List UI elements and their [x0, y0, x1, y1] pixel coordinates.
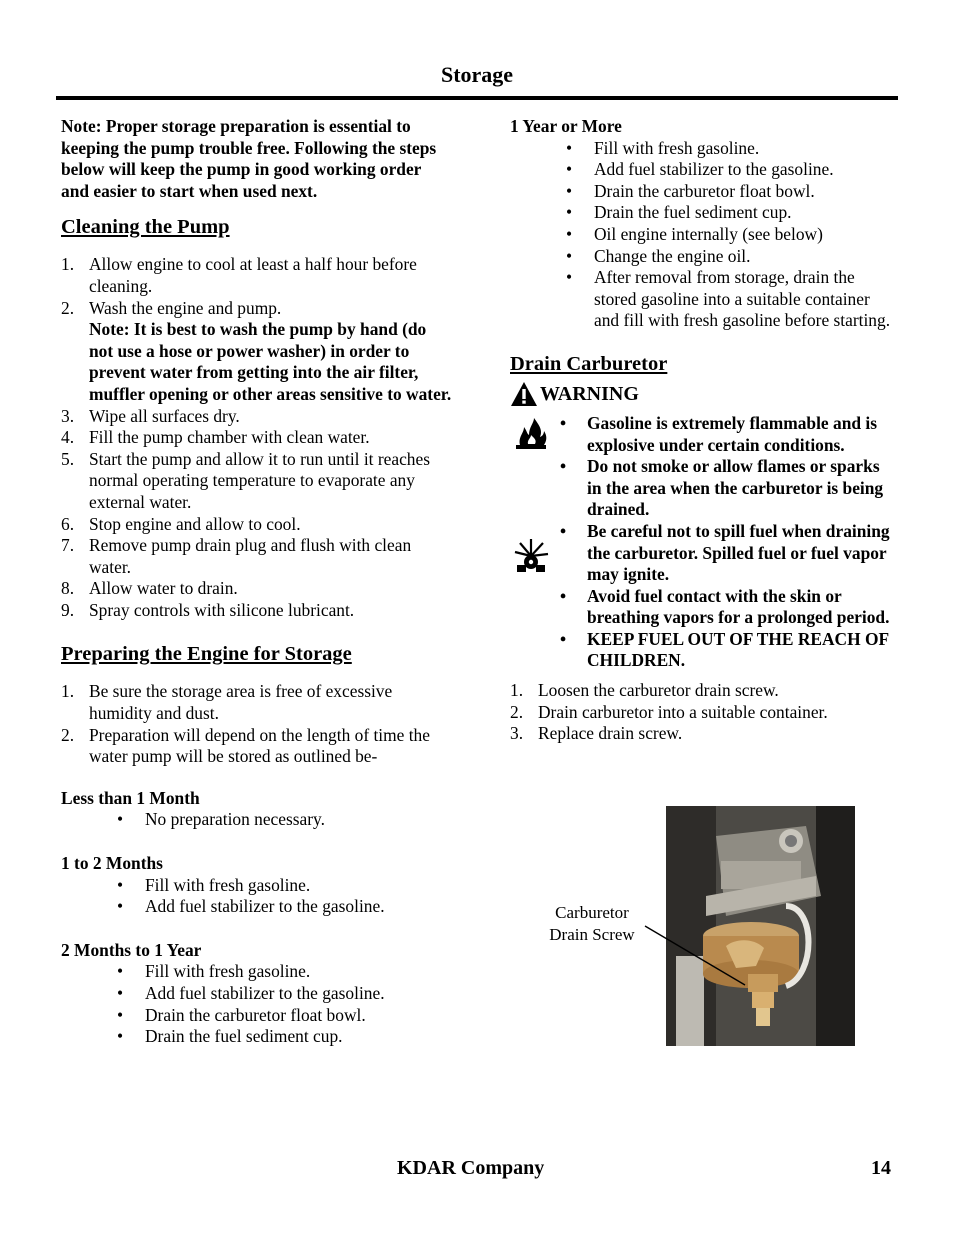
warning-label: WARNING: [540, 382, 639, 405]
list-item: • Drain the carburetor float bowl.: [510, 181, 896, 203]
list-item: 4. Fill the pump chamber with clean water.: [61, 427, 370, 448]
photo-caption: Carburetor Drain Screw: [549, 903, 635, 944]
one-year-or-more-heading: 1 Year or More: [510, 116, 622, 136]
left-column: [61, 116, 453, 1048]
drain-heading: Drain Carburetor: [510, 352, 668, 375]
warning-triangle-icon: [510, 381, 538, 407]
title-rule: [56, 96, 898, 100]
one-to-two-months-heading: 1 to 2 Months: [61, 853, 163, 874]
less-than-1-month-list: [61, 809, 453, 831]
warning-block: [510, 413, 896, 672]
list-item: • Fill with fresh gasoline.: [61, 875, 453, 897]
wash-note: Note: It is best to wash the pump by hand (do not use a hose or power washer) in order to prevent water from getting into the air filter, muffler opening or other areas sensitive to water.: [89, 319, 452, 404]
list-item: • Change the engine oil.: [510, 246, 896, 268]
preparing-steps: [61, 681, 453, 767]
list-item: • Fill with fresh gasoline.: [61, 961, 453, 983]
list-item: • After removal from storage, drain the stored gasoline into a suitable container and fill with fresh gasoline before starting.: [510, 267, 896, 332]
one-to-two-months-list: [61, 875, 453, 918]
page-number: 14: [871, 1157, 891, 1179]
carburetor-photo: [666, 806, 855, 1046]
page-title: Storage: [440, 62, 514, 87]
list-item: • Do not smoke or allow flames or sparks in the area when the carburetor is being drained.: [510, 456, 896, 521]
list-item: • Add fuel stabilizer to the gasoline.: [61, 896, 453, 918]
list-item: • Drain the fuel sediment cup.: [61, 1026, 453, 1048]
warning-list: [510, 413, 896, 672]
list-item: • Drain the carburetor float bowl.: [61, 1005, 453, 1027]
list-item: • Add fuel stabilizer to the gasoline.: [61, 983, 453, 1005]
list-item: • Fill with fresh gasoline.: [510, 138, 896, 160]
list-item: 7. Remove pump drain plug and flush with clean water.: [61, 535, 412, 577]
list-item: • Oil engine internally (see below): [510, 224, 896, 246]
list-item: 1. Loosen the carburetor drain screw.: [510, 680, 779, 701]
list-item: • Avoid fuel contact with the skin or breathing vapors for a prolonged period.: [510, 586, 896, 629]
preparing-heading: Preparing the Engine for Storage: [61, 643, 352, 666]
list-item: • Add fuel stabilizer to the gasoline.: [510, 159, 896, 181]
list-item: 1. Be sure the storage area is free of excessive humidity and dust.: [61, 681, 393, 724]
list-item: 3. Wipe all surfaces dry.: [61, 405, 240, 426]
cleaning-heading: Cleaning the Pump: [61, 216, 230, 239]
storage-note: Note: Proper storage preparation is essential to keeping the pump trouble free. Following the steps below will keep the pump in good working order and easier to start when used next.: [61, 116, 437, 201]
carburetor-illustration: [666, 806, 855, 1046]
right-column: [510, 116, 896, 745]
cleaning-steps: [61, 254, 453, 621]
list-item: • No preparation necessary.: [61, 809, 453, 831]
list-item: • Gasoline is extremely flammable and is explosive under certain conditions.: [510, 413, 896, 456]
list-item: • Drain the fuel sediment cup.: [510, 202, 896, 224]
drain-steps: [510, 680, 896, 745]
list-item: 3. Replace drain screw.: [510, 723, 683, 744]
list-item: 2. Drain carburetor into a suitable container.: [510, 701, 828, 722]
list-item: 6. Stop engine and allow to cool.: [61, 513, 301, 534]
footer-company: KDAR Company: [397, 1157, 545, 1179]
list-item: 2. Wash the engine and pump. Note: It is best to wash the pump by hand (do not use a hose or power washer) in order to prevent water from getting into the air filter, muffler opening or other areas sensitive to water.: [61, 297, 452, 404]
less-than-1-month-heading: Less than 1 Month: [61, 787, 200, 808]
list-item: 1. Allow engine to cool at least a half hour before cleaning.: [61, 254, 417, 296]
list-item: 9. Spray controls with silicone lubricant.: [61, 599, 355, 620]
warning-heading: [510, 381, 896, 407]
list-item: 8. Allow water to drain.: [61, 578, 238, 599]
list-item: 5. Start the pump and allow it to run until it reaches normal operating temperature to evaporate any external water.: [61, 448, 430, 512]
one-year-or-more-list: [510, 138, 896, 332]
two-months-to-1-year-list: [61, 961, 453, 1047]
list-item: 2. Preparation will depend on the length of time the water pump will be stored as outlined be-: [61, 724, 430, 767]
two-months-to-1-year-heading: 2 Months to 1 Year: [61, 939, 202, 960]
list-item: • Be careful not to spill fuel when draining the carburetor. Spilled fuel or fuel vapor may ignite.: [510, 521, 896, 586]
list-item: • KEEP FUEL OUT OF THE REACH OF CHILDREN.: [510, 629, 896, 672]
